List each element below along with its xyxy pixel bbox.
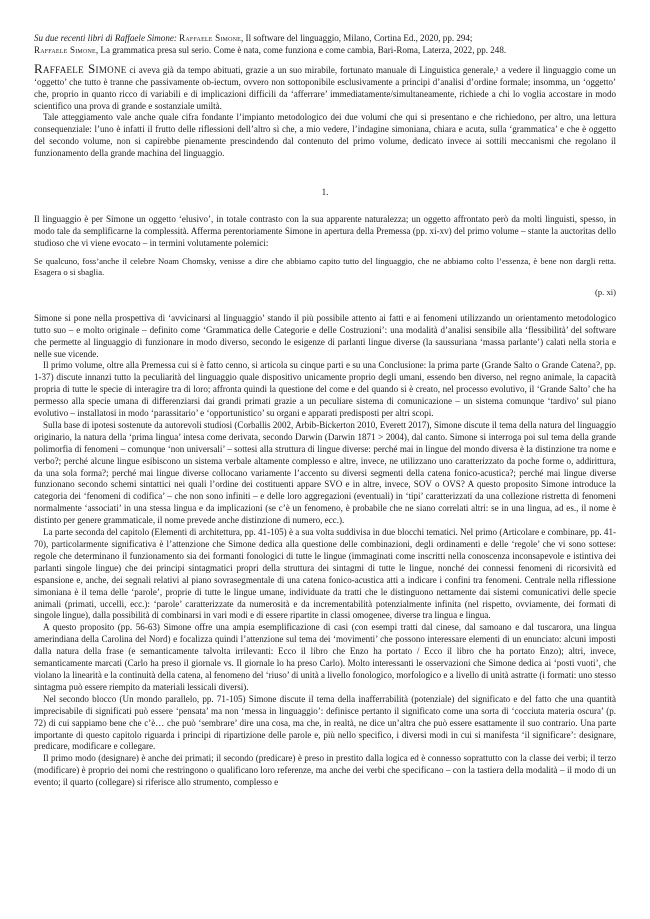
reference-details: , Il software del linguaggio, Milano, Cortina Ed., 2020, pp. 294; <box>241 33 473 43</box>
reviewed-books-header <box>34 33 616 57</box>
intro-paragraph <box>34 60 616 113</box>
body-paragraph: Nel secondo blocco (Un mondo parallelo, pp. 71-105) Simone discute il tema della inafferrabilità (potenziale) del significato e del fatto che una quantità imprecisabile di significati può essere ‘pensata’ ma non ‘messa in linguaggio’: definisce pertanto il significato come una sorta di ‘cocciuta materia oscura’ (p. 72) di cui sappiamo bene che c’è… che può ‘sembrare’ dire una cosa, ma che, in realtà, ne dice un’altra che può essere esattamente il suo contrario. Una parte importante di questo capitolo riguarda i principi di ripartizione delle parole e, più nello specifico, i diversi modi in cui si manifesta ‘il significare’: designare, predicare, modificare e collegare. <box>34 693 616 752</box>
quote-source: (p. xi) <box>594 286 616 297</box>
body-paragraph: A questo proposito (pp. 56-63) Simone offre una ampia esemplificazione di casi (con esempi tratti dal cinese, dal samoano e dal tuscarora, una lingua amerindiana della Carolina del Nord) e focalizza quindi l’attenzione sul tema dei ‘movimenti’ che possono interessare elementi di un enunciato: alcuni imposti dalla natura della frase (e semanticamente talvolta irrilevanti: Ecco il libro che Enzo ha portato / Ecco il libro che ha portato Enzo); altri, invece, semanticamente marcati (Carlo ha preso il giornale vs. Il giornale lo ha preso Carlo). Molto interessanti le osservazioni che Simone dedica ai ‘posti vuoti’, che violano la linearità e la continuità della catena, al fenomeno del ‘riuso’ di unità a livello fonologico, morfologico e a livello di unità astratte (i formati: uno stesso sintagma può essere riempito da materiali lessicali diversi). <box>34 622 616 692</box>
body-paragraph: Il primo modo (designare) è anche dei primati; il secondo (predicare) è preso in prestito dalla logica ed è connesso soprattutto con la classe dei verbi; il terzo (modificare) è proprio dei nomi che restringono o qualificano loro referenze, ma anche dei verbi che specificano – con la tastiera della modalità – il modo di un evento; il quarto (collegare) si riferisce allo strumento, complesso e <box>34 753 616 788</box>
section-intro: Il linguaggio è per Simone un oggetto ‘elusivo’, in totale contrasto con la sua apparente naturalezza; un oggetto affrontato però da molti linguisti, spesso, in modo tale da semplificarne la complessità. Afferma perentoriamente Simone in apertura della Premessa (pp. xi-xv) del primo volume – stante la auctoritas dello studioso che vi viene evocato – in termini volutamente polemici: <box>34 213 616 248</box>
reference-line <box>34 45 616 57</box>
reference-author: Raffaele Simone <box>179 33 242 43</box>
body-paragraph: Simone si pone nella prospettiva di ‘avvicinarsi al linguaggio’ stando il più possibile attento ai fatti e ai fenomeni utilizzando un orientamento metodologico tutto suo – e molto originale – definito come ‘Grammatica delle Categorie e delle Costruzioni’: una modalità d’analisi sensibile alla ‘flessibilità’ del software che permette al linguaggio di funzionare in modo diverso, secondo le esigenze di parlanti lingue diverse (la saussuriana ‘massa parlante’) calati nella storia e nelle sue vicende. <box>34 312 616 359</box>
block-quote: Se qualcuno, foss’anche il celebre Noam Chomsky, venisse a dire che abbiamo capito tutto del linguaggio, che ne abbiamo colto l’essenza, è bene non dargli retta. Esagera o si sbaglia. <box>34 255 616 278</box>
body-paragraph: Sulla base di ipotesi sostenute da autorevoli studiosi (Corballis 2002, Arbib-Bickerton 2010, Everett 2017), Simone discute il tema della natura del linguaggio originario, la natura della ‘prima lingua’ intesa come derivata, secondo Darwin (Darwin 1871 > 2004), dal canto. Simone si interroga poi sul tema della grande polimorfia di fenomeni – comunque ‘non universali’ – sottesi alla struttura di lingue diverse: perché mai in lingue del mondo diversa è la distinzione tra nome e verbo?; perché alcune lingue esibiscono un sistema verbale altamente complesso e altre, invece, ne utilizzano uno caratterizzato da poche forme o, addirittura, da una sola forma?; perché mai lingue diverse collocano variamente l’accento su diversi segmenti della catena fonico-acustica?; perché mai lingue diverse funzionano secondo schemi sintattici nei quali l’ordine dei costituenti appare SVO e in altre, invece, SOV o OVS? A questo proposito Simone introduce la categoria dei ‘fenomeni di codifica’ – che non sono infiniti – e delle loro aggregazioni (eventuali) in ‘tipi’ caratterizzati da una collezione ristretta di fenomeni normalmente ‘associati’ in una stessa lingua e da implicazioni (se c’è un fenomeno, è probabile che ne siano correlati altri: se in una lingua, ad es., il nome è distinto per genere grammaticale, il nome prevede anche distinzione di numero, ecc.). <box>34 419 616 526</box>
reference-line <box>34 33 616 45</box>
opening-author: Raffaele Simone <box>34 60 127 76</box>
body-paragraph: Il primo volume, oltre alla Premessa cui si è fatto cenno, si articola su cinque parti e su una Conclusione: la prima parte (Grande Salto o Grande Catena?, pp. 1-37) discute innanzi tutto la peculiarità del linguaggio quale dispositivo unicamente proprio degli umani, essendo ben diverso, nel regno animale, la capacità propria di tutte le specie di interagire tra di loro; affronta quindi la questione del come e del quando si è creato, nel processo evolutivo, il ‘Grande Salto’ che ha permesso alla specie umana di differenziarsi dai grandi primati grazie a un peculiare sistema di comunicazione – un sistema comunque ‘tardivo’ sul piano evolutivo – installatosi in modo ‘parassitario’ e ‘opportunistico’ su organi e apparati predisposti per altri scopi. <box>34 360 616 419</box>
section-number: 1. <box>321 187 329 198</box>
intro-paragraph: Tale atteggiamento vale anche quale cifra fondante l’impianto metodologico dei due volumi che qui si presentano e che richiedono, per altro, una lettura consequenziale: l’uno è infatti il frutto delle riflessioni dell’altro sì che, a mio vedere, l’indagine simoniana, chiara e acuta, sulla ‘grammatica’ e che è oggetto del secondo volume, non si capirebbe pienamente prescindendo dal contenuto del primo volume, dedicato invece ai sottili meccanismi che regolano il funzionamento della grande machina del linguaggio. <box>34 112 616 159</box>
reference-intro: Su due recenti libri di Raffaele Simone: <box>34 33 180 43</box>
body-paragraph: La parte seconda del capitolo (Elementi di architettura, pp. 41-105) è a sua volta suddivisa in due blocchi tematici. Nel primo (Articolare e combinare, pp. 41-70), particolarmente significativa è l’attenzione che Simone dedica alla questione delle combinazioni, degli ordinamenti e delle ‘regole’ che vi sono sottese: regole che determinano il funzionamento sia dei formanti fonologici di tutte le lingue (immaginati come inscritti nella conoscenza inconsapevole e istintiva dei parlanti singole lingue) che dei principi sintagmatici propri della struttura dei sintagmi di tutte le lingue, nonché dei connessi fenomeni di ricorsività ed espansione e, anche, dei segnali relativi al piano sovrasegmentale di una catena fonico-acustica atti a indicare i confini tra fenomeni. Centrale nella riflessione simoniana è il tema delle ‘parole’, proprie di tutte le lingue umane, individuate da tratti che le distinguono nettamente dai sistemi comunicativi delle specie animali (primati, uccelli, ecc.): ‘parole’ caratterizzate da numerosità e da incrementabilità potenzialmente infinita (nel rispetto, ovviamente, dei formati di singole lingue), dalla possibilità di combinarsi in vari modi e di essere ripartite in classi omogenee, diverse tra lingua e lingua. <box>34 527 616 621</box>
reference-details: , La grammatica presa sul serio. Come è nata, come funziona e come cambia, Bari-Roma, Laterza, 2022, pp. 248. <box>95 44 507 55</box>
reference-author: Raffaele Simone <box>34 44 96 55</box>
paragraph-text: ci aveva già da tempo abituati, grazie a un suo mirabile, fortunato manuale di Linguistica generale,¹ a vedere il linguaggio come un ‘oggetto’ che tutto è tranne che passivamente ob-iectum, ovvero non sottoponibile esclusivamente a principi d’analisi d’ordine formale; insomma, un ‘oggetto’ che, proprio in quanto ricco di variabili e di implicazioni difficili da ‘afferrare’ immediatamente/simultaneamente, richiede a chi lo voglia accostare in modo scientifico una prova di grande e sostanziale umiltà. <box>34 64 616 111</box>
